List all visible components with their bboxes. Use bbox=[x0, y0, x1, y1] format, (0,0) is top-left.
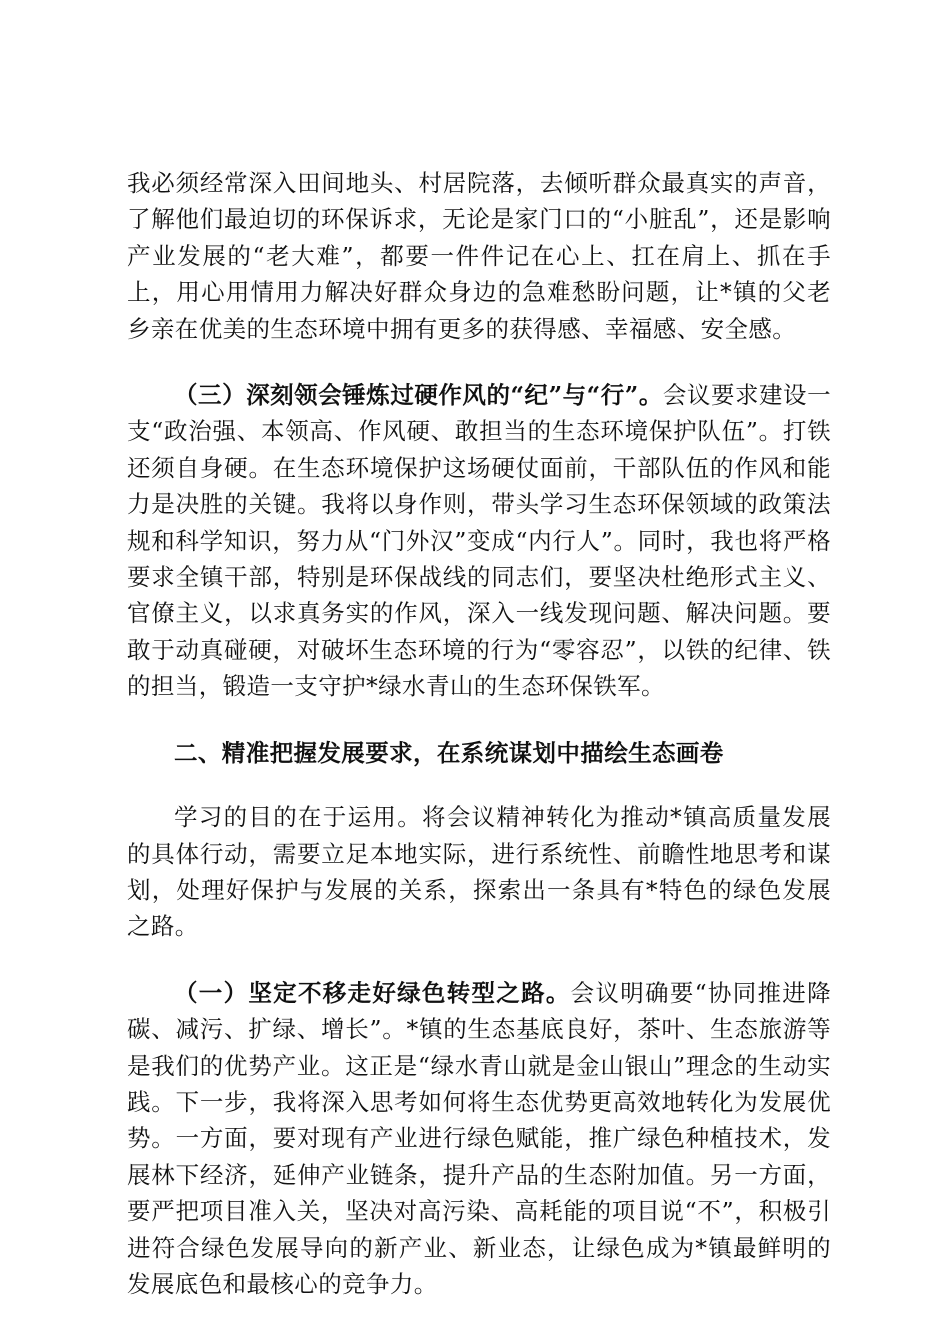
paragraph-continuation bbox=[127, 165, 831, 347]
section-heading bbox=[127, 735, 831, 771]
paragraph-text: 会议明确要“协同推进降碳、减污、扩绿、增长”。*镇的生态基底良好，茶叶、生态旅游等是我们的优势产业。这正是“绿水青山就是金山银山”理念的生动实践。下一步，我将深入思考如何将生态优势更高效地转化为发展优势。一方面，要对现有产业进行绿色赋能，推广绿色种植技术，发展林下经济，延伸产业链条，提升产品的生态附加值。另一方面，要严把项目准入关，坚决对高污染、高耗能的项目说“不”，积极引进符合绿色发展导向的新产业、新业态，让绿色成为*镇最鲜明的发展底色和最核心的竞争力。 bbox=[127, 978, 831, 1298]
paragraph-subsection-3 bbox=[127, 377, 831, 705]
paragraph-text: 会议要求建设一支“政治强、本领高、作风硬、敢担当的生态环境保护队伍”。打铁还须自身硬。在生态环境保护这场硬仗面前，干部队伍的作风和能力是决胜的关键。我将以身作则，带头学习生态环保领域的政策法规和科学知识，努力从“门外汉”变成“内行人”。同时，我也将严格要求全镇干部，特别是环保战线的同志们，要坚决杜绝形式主义、官僚主义，以求真务实的作风，深入一线发现问题、解决问题。要敢于动真碰硬，对破坏生态环境的行为“零容忍”，以铁的纪律、铁的担当，锻造一支守护*绿水青山的生态环保铁军。 bbox=[127, 381, 831, 701]
paragraph-intro bbox=[127, 799, 831, 945]
subsection-heading: （三）深刻领会锤炼过硬作风的“纪”与“行”。 bbox=[174, 381, 663, 410]
paragraph-subsection-1 bbox=[127, 975, 831, 1303]
section-heading-text: 二、精准把握发展要求，在系统谋划中描绘生态画卷 bbox=[174, 738, 724, 767]
paragraph-text: 我必须经常深入田间地头、村居院落，去倾听群众最真实的声音，了解他们最迫切的环保诉求，无论是家门口的“小脏乱”，还是影响产业发展的“老大难”，都要一件件记在心上、扛在肩上、抓在手上，用心用情用力解决好群众身边的急难愁盼问题，让*镇的父老乡亲在优美的生态环境中拥有更多的获得感、幸福感、安全感。 bbox=[127, 169, 831, 343]
paragraph-text: 学习的目的在于运用。将会议精神转化为推动*镇高质量发展的具体行动，需要立足本地实际，进行系统性、前瞻性地思考和谋划，处理好保护与发展的关系，探索出一条具有*特色的绿色发展之路。 bbox=[127, 803, 831, 941]
subsection-heading: （一）坚定不移走好绿色转型之路。 bbox=[174, 978, 571, 1007]
document-body bbox=[127, 165, 831, 1302]
